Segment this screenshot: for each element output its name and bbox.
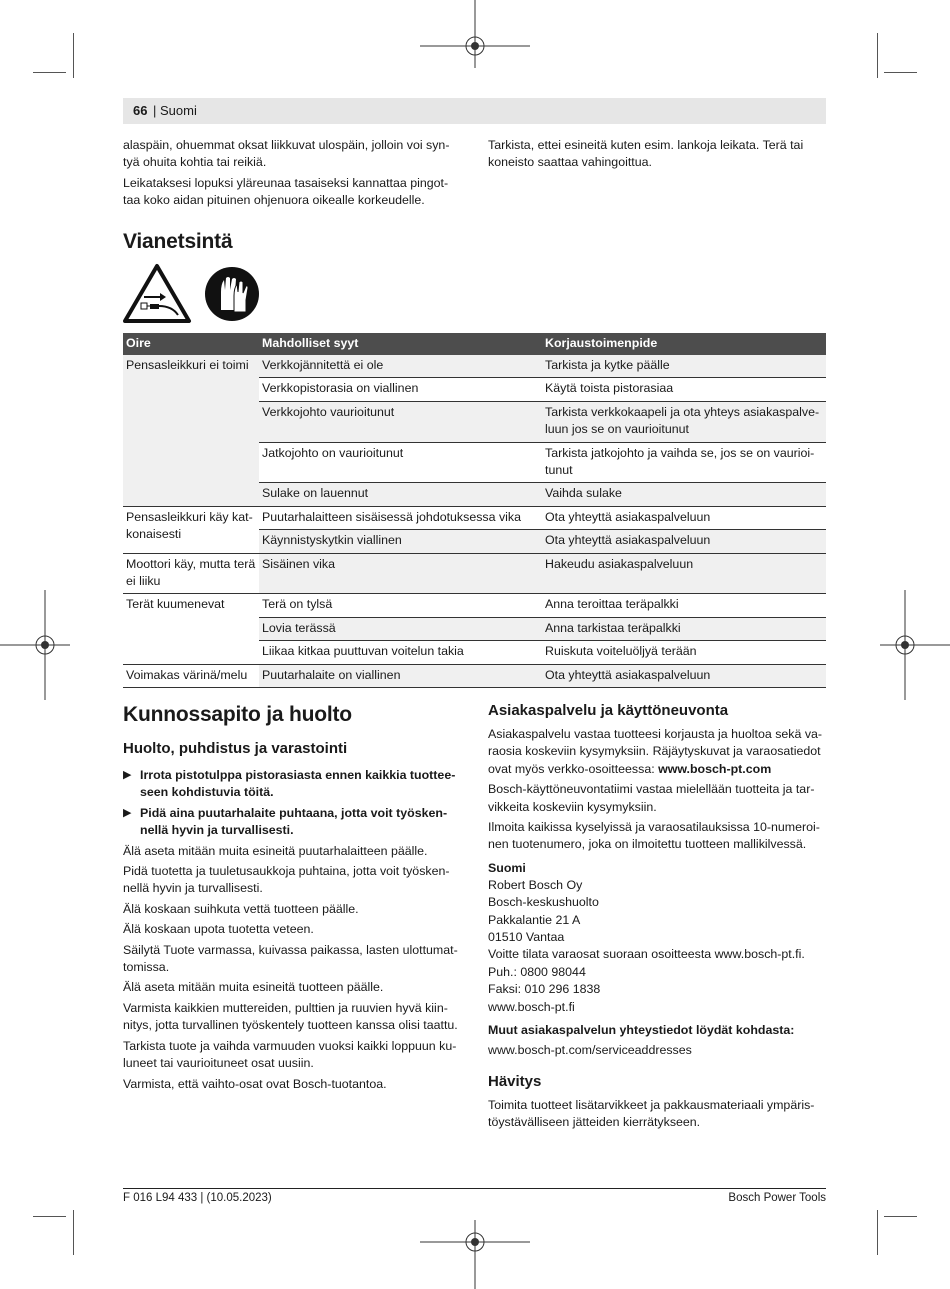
address-line: www.bosch-pt.fi bbox=[488, 999, 575, 1014]
table-row bbox=[123, 594, 826, 617]
remedy-cell: Ota yhteyttä asiakaspalveluun bbox=[542, 506, 826, 529]
footer-brand: Bosch Power Tools bbox=[728, 1192, 826, 1204]
paragraph: Varmista kaikkien muttereiden, pulttien ja ruuvien hyvä kiin-nitys, jotta turvallinen työskentely tuotteen kanssa olisi taattu. bbox=[123, 1000, 458, 1033]
top-right-text bbox=[488, 137, 828, 175]
symptom-cell: Moottori käy, mutta terä ei liiku bbox=[123, 553, 259, 594]
bullet-triangle-icon: ▶ bbox=[123, 806, 132, 819]
registration-mark-right bbox=[880, 590, 950, 700]
paragraph: Säilytä Tuote varmassa, kuivassa paikassa, lasten ulottumat-tomissa. bbox=[123, 942, 458, 975]
paragraph: Älä aseta mitään muita esineitä tuotteen päälle. bbox=[123, 980, 384, 995]
column-header: Mahdolliset syyt bbox=[259, 333, 542, 355]
cause-cell: Verkkojohto vaurioitunut bbox=[259, 401, 542, 442]
address-line: Robert Bosch Oy bbox=[488, 877, 583, 892]
troubleshooting-table bbox=[123, 333, 826, 688]
paragraph: Älä koskaan suihkuta vettä tuotteen päälle. bbox=[123, 901, 359, 916]
remedy-cell: Tarkista jatkojohto ja vaihda se, jos se on vaurioi-tunut bbox=[542, 442, 826, 483]
paragraph: Toimita tuotteet lisätarvikkeet ja pakkausmateriaali ympäris-töystävälliseen jätteiden kierrätykseen. bbox=[488, 1097, 815, 1129]
paragraph: Bosch-käyttöneuvontatiimi vastaa mielellään tuotteita ja tar-vikkeita koskeviin kysymyksiin. bbox=[488, 782, 815, 814]
symptom-cell: Pensasleikkuri ei toimi bbox=[123, 355, 259, 506]
remedy-cell: Anna teroittaa teräpalkki bbox=[542, 594, 826, 617]
crop-mark bbox=[884, 72, 917, 73]
table-row bbox=[123, 664, 826, 687]
top-left-text bbox=[123, 137, 458, 213]
paragraph: Asiakaspalvelu vastaa tuotteesi korjausta ja huoltoa sekä va-raosia koskeviin kysymyksiin. Räjäytyskuvat ja varaosatiedot ovat myös verkko-osoitteessa: www.bosch-pt.com bbox=[488, 727, 823, 776]
cause-cell: Verkkopistorasia on viallinen bbox=[259, 378, 542, 401]
symptom-cell: Pensasleikkuri käy kat-konaisesti bbox=[123, 506, 259, 553]
registration-mark-bottom bbox=[420, 1220, 530, 1289]
cause-cell: Käynnistyskytkin viallinen bbox=[259, 530, 542, 553]
paragraph: Pidä tuotetta ja tuuletusaukkoja puhtaina, jotta voit työsken-nellä hyvin ja turvallisesti. bbox=[123, 864, 450, 896]
address-block bbox=[488, 877, 828, 1016]
remedy-cell: Tarkista ja kytke päälle bbox=[542, 355, 826, 378]
service-addresses-link[interactable]: www.bosch-pt.com/serviceaddresses bbox=[488, 1043, 692, 1058]
remedy-cell: Ota yhteyttä asiakaspalveluun bbox=[542, 664, 826, 687]
service-section bbox=[488, 701, 828, 1134]
paragraph: Leikataksesi lopuksi yläreunaa tasaiseksi kannattaa pingot-taa koko aidan pituinen ohjenuora oikealle korkeudelle. bbox=[123, 175, 449, 208]
paragraph: Älä koskaan upota tuotetta veteen. bbox=[123, 922, 314, 937]
remedy-cell: Käytä toista pistorasiaa bbox=[542, 378, 826, 401]
address-line: Voitte tilata varaosat suoraan osoitteesta www.bosch-pt.fi. bbox=[488, 947, 805, 962]
paragraph: Tarkista tuote ja vaihda varmuuden vuoksi kaikki loppuun ku-luneet tai vaurioituneet osat uusiin. bbox=[123, 1038, 457, 1071]
paragraph: Varmista, että vaihto-osat ovat Bosch-tuotantoa. bbox=[123, 1076, 387, 1091]
remedy-cell: Vaihda sulake bbox=[542, 483, 826, 506]
bullet-item: ▶ Pidä aina puutarhalaite puhtaana, jotta voit työsken-nellä hyvin ja turvallisesti. bbox=[123, 805, 448, 838]
cause-cell: Sulake on lauennut bbox=[259, 483, 542, 506]
header-separator: | bbox=[153, 103, 157, 118]
remedy-cell: Ruiskuta voiteluöljyä terään bbox=[542, 641, 826, 664]
crop-mark bbox=[884, 1216, 917, 1217]
symptom-cell: Voimakas värinä/melu bbox=[123, 664, 259, 687]
subsection-title-care: Huolto, puhdistus ja varastointi bbox=[123, 740, 348, 757]
cause-cell: Sisäinen vika bbox=[259, 553, 542, 594]
crop-mark bbox=[73, 1210, 74, 1255]
section-title-maintenance: Kunnossapito ja huolto bbox=[123, 703, 352, 726]
crop-mark bbox=[73, 33, 74, 78]
more-contacts-heading: Muut asiakaspalvelun yhteystiedot löydät kohdasta: bbox=[488, 1023, 795, 1038]
section-title-service: Asiakaspalvelu ja käyttöneuvonta bbox=[488, 702, 729, 719]
bullet-item: ▶ Irrota pistotulppa pistorasiasta ennen kaikkia tuottee-seen kohdistuvia töitä. bbox=[123, 768, 456, 800]
cause-cell: Liikaa kitkaa puuttuvan voitelun takia bbox=[259, 641, 542, 664]
section-title-troubleshooting: Vianetsintä bbox=[123, 230, 233, 253]
cause-cell: Terä on tylsä bbox=[259, 594, 542, 617]
address-line: 01510 Vantaa bbox=[488, 930, 565, 945]
section-title-disposal: Hävitys bbox=[488, 1072, 542, 1090]
column-header: Korjaustoimenpide bbox=[542, 333, 826, 355]
unplug-warning-icon bbox=[122, 263, 192, 323]
remedy-cell: Ota yhteyttä asiakaspalveluun bbox=[542, 530, 826, 553]
crop-mark bbox=[33, 1216, 66, 1217]
page-header bbox=[123, 98, 826, 124]
maintenance-section bbox=[123, 702, 458, 1096]
cause-cell: Verkkojännitettä ei ole bbox=[259, 355, 542, 378]
symptom-cell: Terät kuumenevat bbox=[123, 594, 259, 664]
paragraph: Älä aseta mitään muita esineitä puutarhalaitteen päälle. bbox=[123, 843, 428, 858]
cause-cell: Puutarhalaitteen sisäisessä johdotuksessa vika bbox=[259, 506, 542, 529]
paragraph: alaspäin, ohuemmat oksat liikkuvat ulospäin, jolloin voi syn-tyä ohuita kohtia tai reikiä. bbox=[123, 138, 450, 170]
registration-mark-left bbox=[0, 590, 70, 700]
cause-cell: Puutarhalaite on viallinen bbox=[259, 664, 542, 687]
header-language: Suomi bbox=[160, 103, 197, 118]
cause-cell: Jatkojohto on vaurioitunut bbox=[259, 442, 542, 483]
paragraph: Tarkista, ettei esineitä kuten esim. lankoja leikata. Terä tai koneisto saattaa vahingoittua. bbox=[488, 138, 804, 170]
column-header: Oire bbox=[123, 333, 259, 355]
bosch-link[interactable]: www.bosch-pt.com bbox=[658, 761, 772, 776]
crop-mark bbox=[877, 1210, 878, 1255]
page-number: 66 bbox=[133, 103, 148, 118]
footer-divider bbox=[123, 1188, 826, 1189]
footer-doc-number: F 016 L94 433 | (10.05.2023) bbox=[123, 1192, 272, 1204]
address-line: Pakkalantie 21 A bbox=[488, 912, 581, 927]
remedy-cell: Hakeudu asiakaspalveluun bbox=[542, 553, 826, 594]
remedy-cell: Anna tarkistaa teräpalkki bbox=[542, 617, 826, 640]
paragraph: Ilmoita kaikissa kyselyissä ja varaosatilauksissa 10-numeroi-nen tuotenumero, joka on ilmoitettu tuotteen mallikilvessä. bbox=[488, 820, 820, 852]
address-line: Puh.: 0800 98044 bbox=[488, 964, 586, 979]
country-heading: Suomi bbox=[488, 860, 526, 875]
address-line: Faksi: 010 296 1838 bbox=[488, 982, 601, 997]
crop-mark bbox=[33, 72, 66, 73]
registration-mark-top bbox=[420, 0, 530, 70]
cause-cell: Lovia terässä bbox=[259, 617, 542, 640]
gloves-icon bbox=[204, 266, 260, 322]
remedy-cell: Tarkista verkkokaapeli ja ota yhteys asiakaspalve-luun jos se on vaurioitunut bbox=[542, 401, 826, 442]
table-row bbox=[123, 553, 826, 594]
bullet-triangle-icon: ▶ bbox=[123, 769, 132, 781]
crop-mark bbox=[877, 33, 878, 78]
table-row bbox=[123, 355, 826, 378]
table-row bbox=[123, 506, 826, 529]
table-header-row bbox=[123, 333, 826, 355]
address-line: Bosch-keskushuolto bbox=[488, 895, 599, 910]
